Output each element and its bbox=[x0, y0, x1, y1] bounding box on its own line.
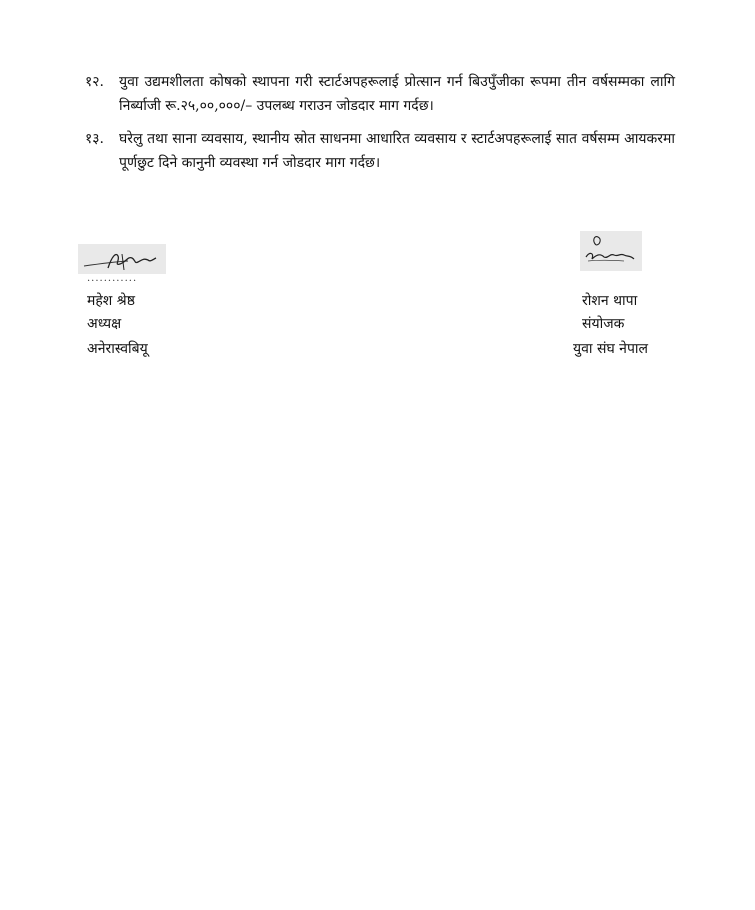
left-signatory-title: अध्यक्ष bbox=[87, 316, 122, 332]
right-signatory-name: रोशन थापा bbox=[582, 293, 638, 309]
point-number: १२. bbox=[85, 74, 105, 90]
demand-point-13 bbox=[85, 127, 675, 175]
right-signature-image bbox=[580, 231, 642, 271]
left-signature-image bbox=[78, 244, 166, 274]
left-signatory-name: महेश श्रेष्ठ bbox=[87, 293, 135, 309]
demand-point-12 bbox=[85, 70, 675, 118]
left-signatory-org: अनेरास्वबियू bbox=[87, 341, 148, 357]
point-text: घरेलु तथा साना व्यवसाय, स्थानीय स्रोत साधनमा आधारित व्यवसाय र स्टार्टअपहरूलाई सात वर्षसम्म आयकरमा पूर्णछुट दिने कानुनी व्यवस्था गर्न जोडदार माग गर्दछ। bbox=[119, 131, 675, 171]
point-text: युवा उद्यमशीलता कोषको स्थापना गरी स्टार्टअपहरूलाई प्रोत्सान गर्न बिउपुँजीका रूपमा तीन वर्षसम्मका लागि निर्ब्याजी रू.२५,००,०००/– उपलब्ध गराउन जोडदार माग गर्दछ। bbox=[119, 74, 675, 114]
right-signatory-org: युवा संघ नेपाल bbox=[573, 341, 649, 357]
handwritten-signature-icon bbox=[580, 231, 642, 271]
signature-dotted-line: ............ bbox=[87, 273, 138, 284]
right-signatory-title: संयोजक bbox=[582, 316, 625, 332]
point-number: १३. bbox=[85, 131, 105, 147]
handwritten-signature-icon bbox=[78, 244, 166, 274]
